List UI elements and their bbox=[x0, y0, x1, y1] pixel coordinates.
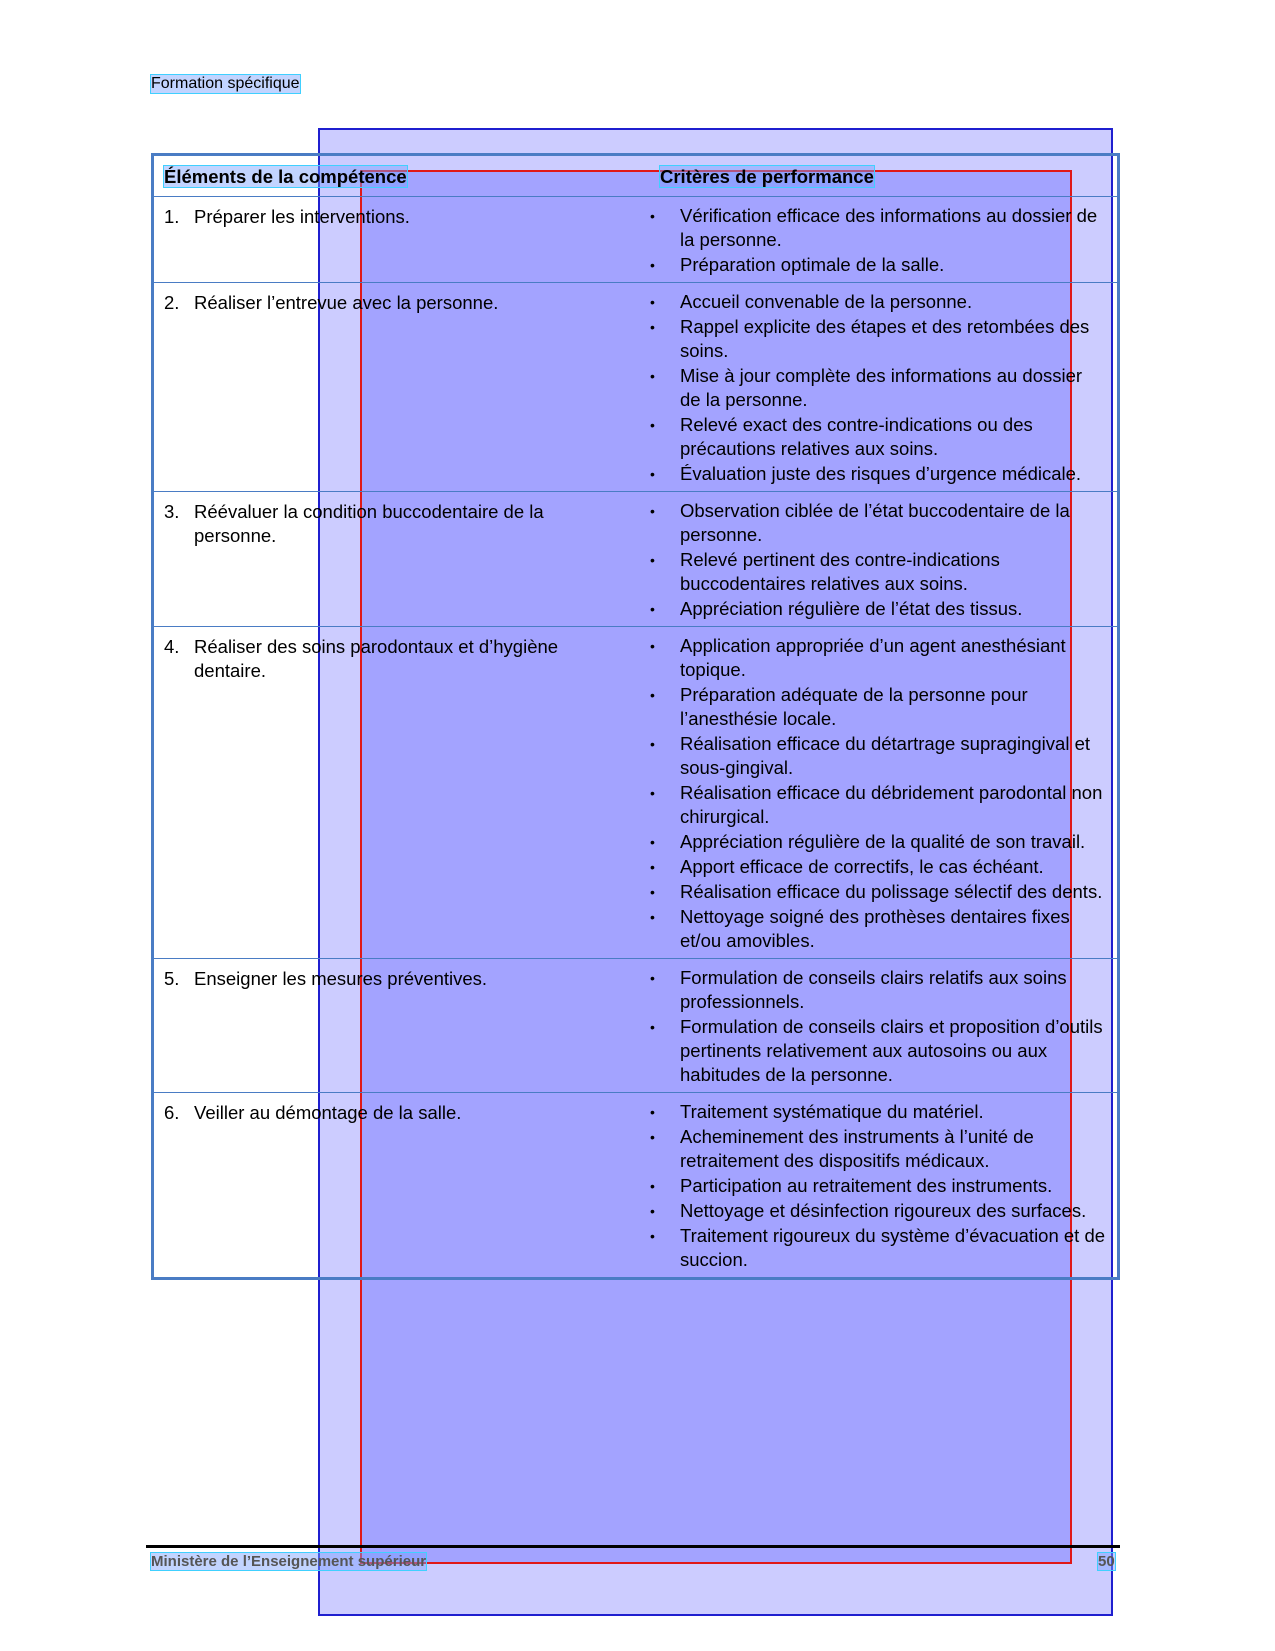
table-header-row bbox=[153, 155, 1119, 197]
criteria-item bbox=[650, 1015, 1107, 1087]
table-body bbox=[153, 197, 1119, 1279]
criteria-list bbox=[650, 290, 1107, 486]
element-cell bbox=[153, 1093, 651, 1279]
criteria-text: Mise à jour complète des informations au dossier de la personne. bbox=[680, 365, 1083, 410]
bullet-icon: • bbox=[650, 884, 655, 900]
criteria-cell bbox=[650, 959, 1119, 1093]
footer-rule bbox=[146, 1545, 1120, 1548]
criteria-item bbox=[650, 781, 1107, 829]
element-cell bbox=[153, 627, 651, 959]
criteria-item bbox=[650, 290, 1107, 314]
criteria-list bbox=[650, 1100, 1107, 1272]
criteria-cell bbox=[650, 197, 1119, 283]
element-cell bbox=[153, 283, 651, 492]
criteria-list bbox=[650, 966, 1107, 1087]
criteria-item bbox=[650, 253, 1107, 277]
criteria-item bbox=[650, 905, 1107, 953]
bullet-icon: • bbox=[650, 909, 655, 925]
bullet-icon: • bbox=[650, 687, 655, 703]
table-row bbox=[153, 197, 1119, 283]
page-header-title: Formation spécifique bbox=[151, 75, 300, 92]
column-header-criteria: Critères de performance bbox=[650, 155, 1119, 197]
criteria-text: Traitement systématique du matériel. bbox=[680, 1101, 984, 1122]
criteria-cell bbox=[650, 1093, 1119, 1279]
criteria-text: Nettoyage et désinfection rigoureux des surfaces. bbox=[680, 1200, 1087, 1221]
criteria-text: Application appropriée d’un agent anesthésiant topique. bbox=[680, 635, 1066, 680]
competence-table bbox=[151, 153, 1120, 1280]
criteria-text: Apport efficace de correctifs, le cas échéant. bbox=[680, 856, 1044, 877]
bullet-icon: • bbox=[650, 1178, 655, 1194]
bullet-icon: • bbox=[650, 1104, 655, 1120]
criteria-text: Préparation adéquate de la personne pour l’anesthésie locale. bbox=[680, 684, 1028, 729]
bullet-icon: • bbox=[650, 503, 655, 519]
criteria-text: Réalisation efficace du détartrage supragingival et sous-gingival. bbox=[680, 733, 1090, 778]
criteria-item bbox=[650, 364, 1107, 412]
element-number: 3. bbox=[164, 501, 180, 522]
element-cell bbox=[153, 197, 651, 283]
table-row bbox=[153, 492, 1119, 627]
criteria-item bbox=[650, 204, 1107, 252]
bullet-icon: • bbox=[650, 417, 655, 433]
criteria-item bbox=[650, 830, 1107, 854]
criteria-item bbox=[650, 1125, 1107, 1173]
element-text: Réaliser des soins parodontaux et d’hygiène dentaire. bbox=[194, 636, 559, 681]
criteria-cell bbox=[650, 627, 1119, 959]
criteria-list bbox=[650, 204, 1107, 277]
bullet-icon: • bbox=[650, 638, 655, 654]
element-cell bbox=[153, 959, 651, 1093]
element-number: 6. bbox=[164, 1102, 180, 1123]
bullet-icon: • bbox=[650, 859, 655, 875]
element-text: Réévaluer la condition buccodentaire de la personne. bbox=[194, 501, 544, 546]
element-text: Veiller au démontage de la salle. bbox=[194, 1102, 462, 1123]
element-item bbox=[164, 205, 650, 229]
criteria-text: Relevé pertinent des contre-indications buccodentaires relatives aux soins. bbox=[680, 549, 1000, 594]
bullet-icon: • bbox=[650, 466, 655, 482]
bullet-icon: • bbox=[650, 294, 655, 310]
criteria-text: Évaluation juste des risques d’urgence médicale. bbox=[680, 463, 1082, 484]
table-row bbox=[153, 627, 1119, 959]
element-number: 5. bbox=[164, 968, 180, 989]
criteria-item bbox=[650, 315, 1107, 363]
element-cell bbox=[153, 492, 651, 627]
table-row bbox=[153, 283, 1119, 492]
element-text: Enseigner les mesures préventives. bbox=[194, 968, 488, 989]
criteria-text: Rappel explicite des étapes et des retombées des soins. bbox=[680, 316, 1090, 361]
criteria-text: Acheminement des instruments à l’unité de retraitement des dispositifs médicaux. bbox=[680, 1126, 1034, 1171]
bullet-icon: • bbox=[650, 601, 655, 617]
table-row bbox=[153, 959, 1119, 1093]
criteria-item bbox=[650, 597, 1107, 621]
criteria-cell bbox=[650, 492, 1119, 627]
criteria-list bbox=[650, 634, 1107, 953]
criteria-item bbox=[650, 634, 1107, 682]
bullet-icon: • bbox=[650, 319, 655, 335]
criteria-item bbox=[650, 462, 1107, 486]
criteria-item bbox=[650, 855, 1107, 879]
bullet-icon: • bbox=[650, 785, 655, 801]
criteria-list bbox=[650, 499, 1107, 621]
criteria-text: Vérification efficace des informations au dossier de la personne. bbox=[680, 205, 1098, 250]
criteria-text: Appréciation régulière de la qualité de son travail. bbox=[680, 831, 1086, 852]
element-item bbox=[164, 1101, 650, 1125]
criteria-item bbox=[650, 1100, 1107, 1124]
criteria-item bbox=[650, 683, 1107, 731]
criteria-text: Traitement rigoureux du système d’évacuation et de succion. bbox=[680, 1225, 1106, 1270]
criteria-text: Accueil convenable de la personne. bbox=[680, 291, 973, 312]
criteria-cell bbox=[650, 283, 1119, 492]
criteria-item bbox=[650, 1199, 1107, 1223]
bullet-icon: • bbox=[650, 834, 655, 850]
criteria-text: Réalisation efficace du polissage sélectif des dents. bbox=[680, 881, 1103, 902]
element-text: Réaliser l’entrevue avec la personne. bbox=[194, 292, 499, 313]
criteria-text: Relevé exact des contre-indications ou des précautions relatives aux soins. bbox=[680, 414, 1033, 459]
element-item bbox=[164, 635, 650, 683]
footer-ministry: Ministère de l’Enseignement supérieur bbox=[151, 1553, 427, 1570]
bullet-icon: • bbox=[650, 368, 655, 384]
criteria-item bbox=[650, 1224, 1107, 1272]
criteria-text: Réalisation efficace du débridement parodontal non chirurgical. bbox=[680, 782, 1103, 827]
element-number: 2. bbox=[164, 292, 180, 313]
criteria-item bbox=[650, 413, 1107, 461]
criteria-item bbox=[650, 1174, 1107, 1198]
bullet-icon: • bbox=[650, 1203, 655, 1219]
bullet-icon: • bbox=[650, 1129, 655, 1145]
criteria-text: Nettoyage soigné des prothèses dentaires fixes et/ou amovibles. bbox=[680, 906, 1070, 951]
bullet-icon: • bbox=[650, 257, 655, 273]
bullet-icon: • bbox=[650, 208, 655, 224]
criteria-text: Observation ciblée de l’état buccodentaire de la personne. bbox=[680, 500, 1070, 545]
element-number: 4. bbox=[164, 636, 180, 657]
bullet-icon: • bbox=[650, 736, 655, 752]
footer-page-number: 50 bbox=[1098, 1553, 1115, 1570]
bullet-icon: • bbox=[650, 970, 655, 986]
bullet-icon: • bbox=[650, 552, 655, 568]
column-header-elements: Éléments de la compétence bbox=[153, 155, 651, 197]
element-item bbox=[164, 291, 650, 315]
table-row bbox=[153, 1093, 1119, 1279]
criteria-item bbox=[650, 548, 1107, 596]
criteria-text: Formulation de conseils clairs et proposition d’outils pertinents relativement aux autosoins ou aux habitudes de la personne. bbox=[680, 1016, 1103, 1085]
element-number: 1. bbox=[164, 206, 180, 227]
criteria-item bbox=[650, 732, 1107, 780]
bullet-icon: • bbox=[650, 1228, 655, 1244]
element-item bbox=[164, 500, 650, 548]
bullet-icon: • bbox=[650, 1019, 655, 1035]
criteria-item bbox=[650, 966, 1107, 1014]
criteria-text: Formulation de conseils clairs relatifs aux soins professionnels. bbox=[680, 967, 1067, 1012]
criteria-item bbox=[650, 880, 1107, 904]
criteria-text: Appréciation régulière de l’état des tissus. bbox=[680, 598, 1023, 619]
criteria-text: Participation au retraitement des instruments. bbox=[680, 1175, 1053, 1196]
element-text: Préparer les interventions. bbox=[194, 206, 410, 227]
element-item bbox=[164, 967, 650, 991]
criteria-item bbox=[650, 499, 1107, 547]
criteria-text: Préparation optimale de la salle. bbox=[680, 254, 945, 275]
